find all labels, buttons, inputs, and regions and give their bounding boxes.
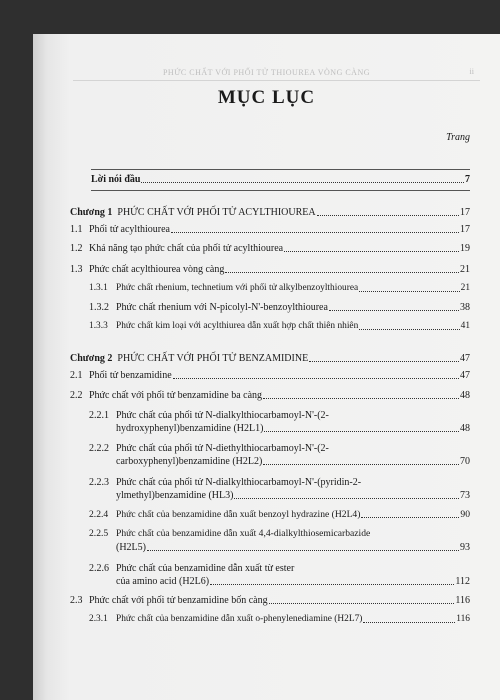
toc-entry-number: 1.3.2 <box>89 302 109 313</box>
toc-entry-page: 19 <box>460 243 470 254</box>
toc-entry-chapter-1[interactable] <box>70 206 470 219</box>
toc-entry-2-2-3[interactable] <box>89 476 361 489</box>
toc-entry-preface[interactable] <box>91 173 470 186</box>
toc-entry-chapter-2[interactable] <box>70 352 470 365</box>
toc-entry-title: Phức chất với phối tử benzamidine ba càng <box>89 390 263 401</box>
toc-entry-page: 73 <box>460 490 470 501</box>
toc-entry-title-line2: hydroxyphenyl)benzamidine (H2L1) <box>116 423 264 434</box>
page-title: MỤC LỤC <box>217 87 316 108</box>
toc-entry-number: 2.3.1 <box>89 614 108 624</box>
toc-entry-title: PHỨC CHẤT VỚI PHỐI TỬ BENZAMIDINE <box>117 353 309 364</box>
toc-entry-title-line2: ylmethyl)benzamidine (HL3) <box>116 490 234 501</box>
toc-entry-number: 2.2.5 <box>89 528 109 539</box>
toc-entry-title: Phối tử acylthiourea <box>89 224 170 235</box>
header-rule <box>73 80 480 81</box>
toc-entry-2-2-2[interactable] <box>89 442 329 455</box>
toc-entry-title-line1: Phức chất của phối tử N-dialkylthiocarbamoyl-N'-(2- <box>116 410 329 421</box>
toc-entry-2-2[interactable] <box>70 389 470 402</box>
toc-entry-2-2-1[interactable] <box>89 409 329 422</box>
toc-entry-number: Chương 2 <box>70 353 113 364</box>
toc-entry-number: 1.2 <box>70 243 83 254</box>
running-page-number: ii <box>469 67 474 76</box>
toc-entry-number: Chương 1 <box>70 207 113 218</box>
toc-entry-title-line2: carboxyphenyl)benzamidine (H2L2) <box>116 456 263 467</box>
toc-entry-page: 90 <box>460 509 470 520</box>
book-page <box>33 34 500 700</box>
toc-entry-title: Phức chất acylthiourea vòng càng <box>89 264 225 275</box>
toc-entry-page: 48 <box>460 390 470 401</box>
toc-entry-page: 38 <box>460 302 470 313</box>
toc-entry-title-line1: Phức chất của benzamidine dẫn xuất 4,4-dialkylthiosemicarbazide <box>116 528 371 539</box>
toc-entry-title: Phức chất của benzamidine dẫn xuất o-phenylenediamine (H2L7) <box>116 614 363 624</box>
toc-entry-page: 47 <box>460 353 470 364</box>
toc-entry-2-2-6[interactable] <box>89 562 294 575</box>
toc-entry-2-1[interactable] <box>70 369 470 382</box>
toc-entry-number: 1.3 <box>70 264 83 275</box>
toc-entry-number: 1.3.1 <box>89 283 108 293</box>
toc-entry-2-3-1[interactable] <box>89 613 470 626</box>
toc-entry-2-3[interactable] <box>70 594 470 607</box>
toc-entry-title: PHỨC CHẤT VỚI PHỐI TỬ ACYLTHIOUREA <box>117 207 316 218</box>
toc-entry-number: 2.2.3 <box>89 477 109 488</box>
toc-entry-number: 2.2.2 <box>89 443 109 454</box>
toc-entry-number: 2.2 <box>70 390 83 401</box>
toc-entry-title-line1: Phức chất của phối tử N-dialkylthiocarbamoyl-N'-(pyridin-2- <box>116 477 362 488</box>
toc-entry-2-2-2-cont <box>116 455 470 468</box>
toc-entry-title: Phối tử benzamidine <box>89 370 172 381</box>
toc-entry-page: 17 <box>460 207 470 218</box>
toc-entry-2-2-1-cont <box>116 422 470 435</box>
toc-entry-page: 116 <box>456 614 470 624</box>
toc-entry-2-2-4[interactable] <box>89 508 470 521</box>
divider <box>91 169 470 170</box>
toc-entry-title: Khả năng tạo phức chất của phối tử acylthiourea <box>89 243 284 254</box>
toc-entry-title-line2: của amino acid (H2L6) <box>116 576 210 587</box>
toc-entry-title: Phức chất với phối tử benzamidine bốn càng <box>89 595 268 606</box>
toc-entry-number: 2.1 <box>70 370 83 381</box>
toc-entry-page: 116 <box>455 595 470 606</box>
toc-entry-title-line1: Phức chất của benzamidine dẫn xuất từ ester <box>116 563 295 574</box>
toc-entry-2-2-6-cont <box>116 575 470 588</box>
toc-entry-title-line1: Phức chất của phối tử N-diethylthiocarbamoyl-N'-(2- <box>116 443 329 454</box>
toc-entry-page: 70 <box>460 456 470 467</box>
toc-entry-number: 1.3.3 <box>89 321 108 331</box>
divider <box>91 190 470 191</box>
toc-entry-2-2-5-cont <box>116 541 470 554</box>
running-header: PHỨC CHẤT VỚI PHỐI TỬ THIOUREA VÒNG CÀNG <box>162 68 371 77</box>
toc-entry-number: 2.2.1 <box>89 410 109 421</box>
page-column-label: Trang <box>446 132 470 143</box>
toc-entry-page: 48 <box>460 423 470 434</box>
toc-entry-1-2[interactable] <box>70 242 470 255</box>
toc-entry-title: Phức chất rhenium, technetium với phối tử alkylbenzoylthiourea <box>116 283 359 293</box>
toc-entry-2-2-5[interactable] <box>89 527 370 540</box>
toc-entry-1-3-2[interactable] <box>89 301 470 314</box>
toc-entry-title-line2: (H2L5) <box>116 542 146 553</box>
toc-entry-number: 2.2.6 <box>89 563 109 574</box>
toc-entry-1-3-1[interactable] <box>89 282 470 295</box>
toc-entry-number: 2.2.4 <box>89 509 109 520</box>
toc-entry-page: 93 <box>460 542 470 553</box>
toc-entry-title: Phức chất của benzamidine dẫn xuất benzoyl hydrazine (H2L4) <box>116 509 361 520</box>
toc-entry-title: Lời nói đầu <box>91 174 141 185</box>
toc-entry-page: 7 <box>465 174 470 185</box>
toc-entry-title: Phức chất kim loại với acylthiurea dẫn xuất hợp chất thiên nhiên <box>116 321 359 331</box>
toc-entry-1-3-3[interactable] <box>89 320 470 333</box>
toc-entry-number: 1.1 <box>70 224 83 235</box>
toc-entry-page: 21 <box>460 283 470 293</box>
toc-entry-page: 17 <box>460 224 470 235</box>
toc-entry-page: 47 <box>460 370 470 381</box>
toc-entry-page: 41 <box>460 321 470 331</box>
toc-entry-page: 21 <box>460 264 470 275</box>
toc-entry-2-2-3-cont <box>116 489 470 502</box>
toc-entry-number: 2.3 <box>70 595 83 606</box>
toc-entry-1-1[interactable] <box>70 223 470 236</box>
toc-entry-1-3[interactable] <box>70 263 470 276</box>
toc-entry-title: Phức chất rhenium với N-picolyl-N'-benzoylthiourea <box>116 302 328 313</box>
toc-entry-page: 112 <box>455 576 470 587</box>
